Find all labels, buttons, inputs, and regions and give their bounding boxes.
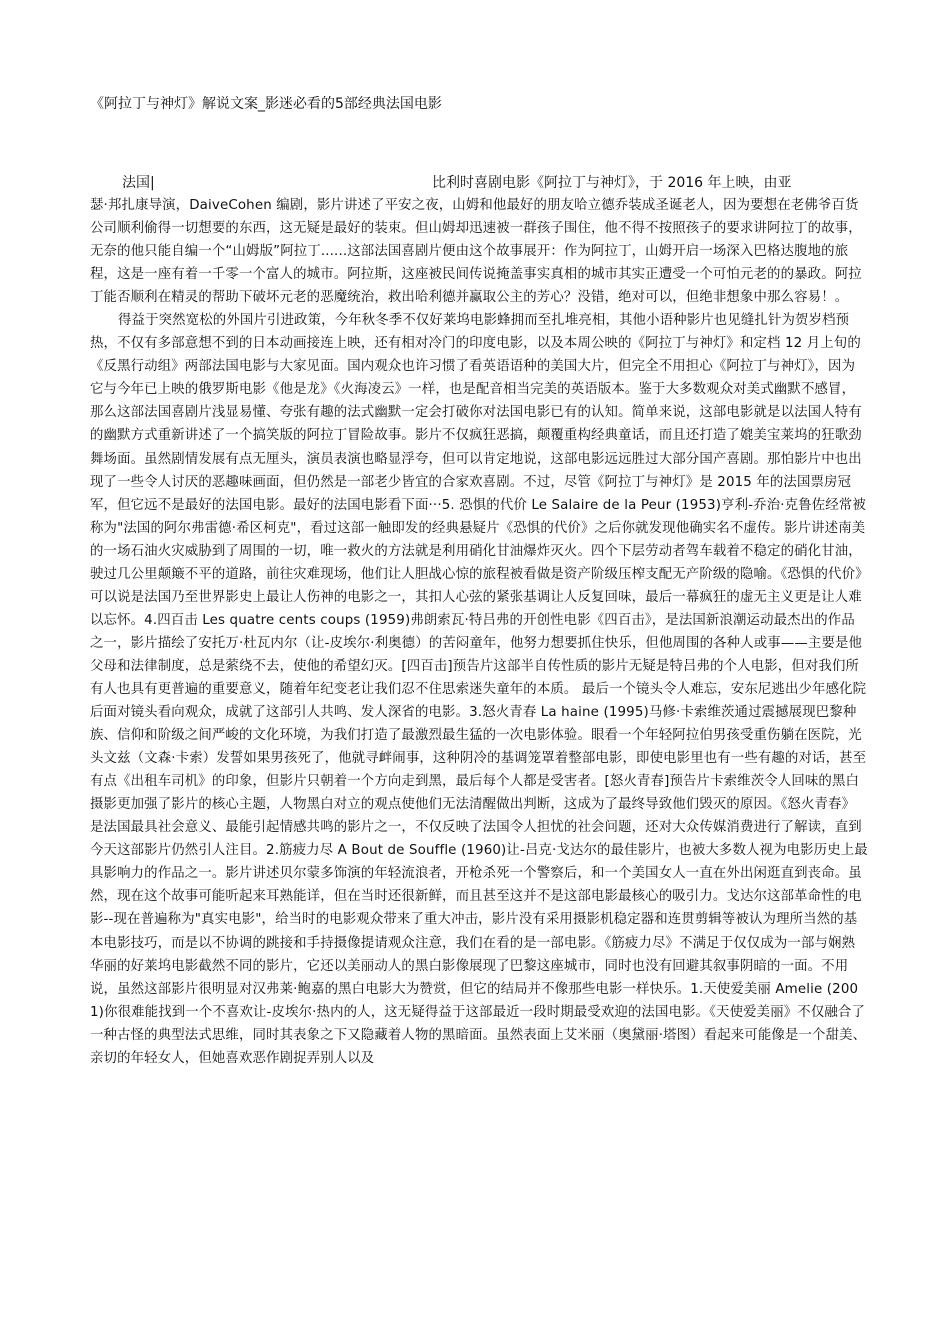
paragraph-1: 瑟·邦扎康导演，DaiveCohen 编剧，影片讲述了平安之夜，山姆和他最好的朋友哈立德乔装成圣诞老人，因为要想在老佛爷百货公司顺利偷得一切想要的东西，这无疑是最好的装束。但山姆却迅速被一群孩子围住，他不得不按照孩子的要求讲阿拉丁的故事，无奈的他只能自编一个“山姆版”阿拉丁......这部法国喜剧片便由这个故事展开：作为阿拉丁，山姆开启一场深入巴格达腹地的旅程，这是一座有着一千零一个富人的城市。阿拉斯，这座被民间传说掩盖事实真相的城市其实正遭受一个可怕元老的的暴政。阿拉丁能否顺利在精灵的帮助下破坏元老的恶魔统治，救出哈利德并赢取公主的芳心？没错，绝对可以，但绝非想象中那么容易！。 — [90, 198, 862, 306]
intro-rest: 比利时喜剧电影《阿拉丁与神灯》，于 2016 年上映，由亚 — [432, 175, 792, 191]
intro-prefix: 法国| — [122, 175, 155, 191]
paragraph-2: 得益于突然宽松的外国片引进政策，今年秋冬季不仅好莱坞电影蜂拥而至扎堆亮相，其他小语种影片也见缝扎针为贺岁档预热，不仅有多部意想不到的日本动画接连上映，还有相对冷门的印度电影，以及本周公映的《阿拉丁与神灯》和定档 12 月上旬的《反黑行动组》两部法国电影与大家见面。国内观众也许习惯了看英语语种的美国大片，但完全不用担心《阿拉丁与神灯》，因为它与今年已上映的俄罗斯电影《他是龙》《火海凌云》一样，也是配音相当完美的英语版本。鉴于大多数观众对美式幽默不感冒，那么这部法国喜剧片浅显易懂、夸张有趣的法式幽默一定会打破你对法国电影已有的认知。简单来说，这部电影就是以法国人特有的幽默方式重新讲述了一个搞笑版的阿拉丁冒险故事。影片不仅疯狂恶搞，颠覆重构经典童话，而且还打造了媲美宝莱坞的狂歌劲舞场面。虽然剧情发展有点无厘头，演员表演也略显浮夸，但可以肯定地说，这部电影远远胜过大部分国产喜剧。那怕影片中也出现了一些令人讨厌的恶趣味画面，但仍然是一部老少皆宜的合家欢喜剧。不过，尽管《阿拉丁与神灯》是 2015 年的法国票房冠军，但它远不是最好的法国电影。最好的法国电影看下面···5. 恐惧的代价 Le Salaire de la Peur (1953)亨利-乔治·克鲁佐经常被称为"法国的阿尔弗雷德·希区柯克"，看过这部一触即发的经典悬疑片《恐惧的代价》之后你就发现他确实名不虚传。影片讲述南美的一场石油火灾威胁到了周围的一切，唯一救火的方法就是利用硝化甘油爆炸灭火。四个下层劳动者驾车载着不稳定的硝化甘油，驶过几公里颠簸不平的道路，前往灾难现场，他们让人胆战心惊的旅程被看做是资产阶级压榨支配无产阶级的隐喻。《恐惧的代价》可以说是法国乃至世界影史上最让人伤神的电影之一，其扣人心弦的紧张基调让人反复回味，最后一幕疯狂的虚无主义更是让人难以忘怀。4.四百击 Les quatre cents coups (1959)弗朗索瓦·特吕弗的开创性电影《四百击》，是法国新浪潮运动最杰出的作品之一，影片描绘了安托万·杜瓦内尔（让-皮埃尔·利奥德）的苦闷童年，他努力想要抓住快乐，但他周围的各种人或事——主要是他父母和法律制度，总是萦绕不去，使他的希望幻灭。[四百击]预告片这部半自传性质的影片无疑是特吕弗的个人电影，但对我们所有人也具有更普遍的重要意义，随着年纪变老让我们忍不住思索迷失童年的本质。 最后一个镜头令人难忘，安东尼逃出少年感化院后面对镜头看向观众，成就了这部引人共鸣、发人深省的电影。3.怒火青春 La haine (1995)马修·卡索维茨通过震撼展现巴黎种族、信仰和阶级之间严峻的文化环境，为我们打造了最激烈最生猛的一次电影体验。眼看一个年轻阿拉伯男孩受重伤躺在医院，光头文兹（文森·卡索）发誓如果男孩死了，他就寻衅闹事，这种阴冷的基调笼罩着整部电影，即使电影里也有一些有趣的对话，甚至有点《出租车司机》的印象，但影片只朝着一个方向走到黑，最后每个人都是受害者。[怒火青春]预告片卡索维茨令人回味的黑白摄影更加强了影片的核心主题，人物黑白对立的观点使他们无法清醒做出判断，这成为了最终导致他们毁灭的原因。《怒火青春》是法国最具社会意义、最能引起情感共鸣的影片之一，不仅反映了法国令人担忧的社会问题，还对大众传媒消费进行了解读，直到今天这部影片仍然引人注目。2.筋疲力尽 A Bout de Souffle (1960)让-吕克·戈达尔的最佳影片，也被大多数人视为电影历史上最具影响力的作品之一。影片讲述贝尔蒙多饰演的年轻流浪者，开枪杀死一个警察后，和一个美国女人一直在外出闲逛直到丧命。虽然，现在这个故事可能听起来耳熟能详，但在当时还很新鲜，而且甚至这并不是这部电影最核心的吸引力。戈达尔这部革命性的电影--现在普遍称为"真实电影"，给当时的电影观众带来了重大冲击，影片没有采用摄影机稳定器和连贯剪辑等被认为理所当然的基本电影技巧，而是以不协调的跳接和手持摄像提请观众注意，我们在看的是一部电影。《筋疲力尽》不满足于仅仅成为一部与娴熟华丽的好莱坞电影截然不同的影片，它还以美丽动人的黑白影像展现了巴黎这座城市，同时也没有回避其叙事阴暗的一面。不用说，虽然这部影片很明显对汉弗莱·鲍嘉的黑白电影大为赞赏，但它的结局并不像那些电影一样快乐。1.天使爱美丽 Amelie (2001)你很难能找到一个不喜欢让-皮埃尔·热内的人，这无疑得益于这部最近一段时期最受欢迎的法国电影。《天使爱美丽》不仅融合了一种古怪的典型法式思维，同时其表象之下又隐藏着人物的黑暗面。虽然表面上艾米丽（奥黛丽·塔图）看起来可能像是一个甜美、亲切的年轻女人，但她喜欢恶作剧捉弄别人以及 — [90, 313, 868, 1066]
intro-line — [90, 172, 860, 196]
article-body — [90, 194, 868, 1070]
document-title: 《阿拉丁与神灯》解说文案_影迷必看的5部经典法国电影 — [90, 96, 442, 112]
